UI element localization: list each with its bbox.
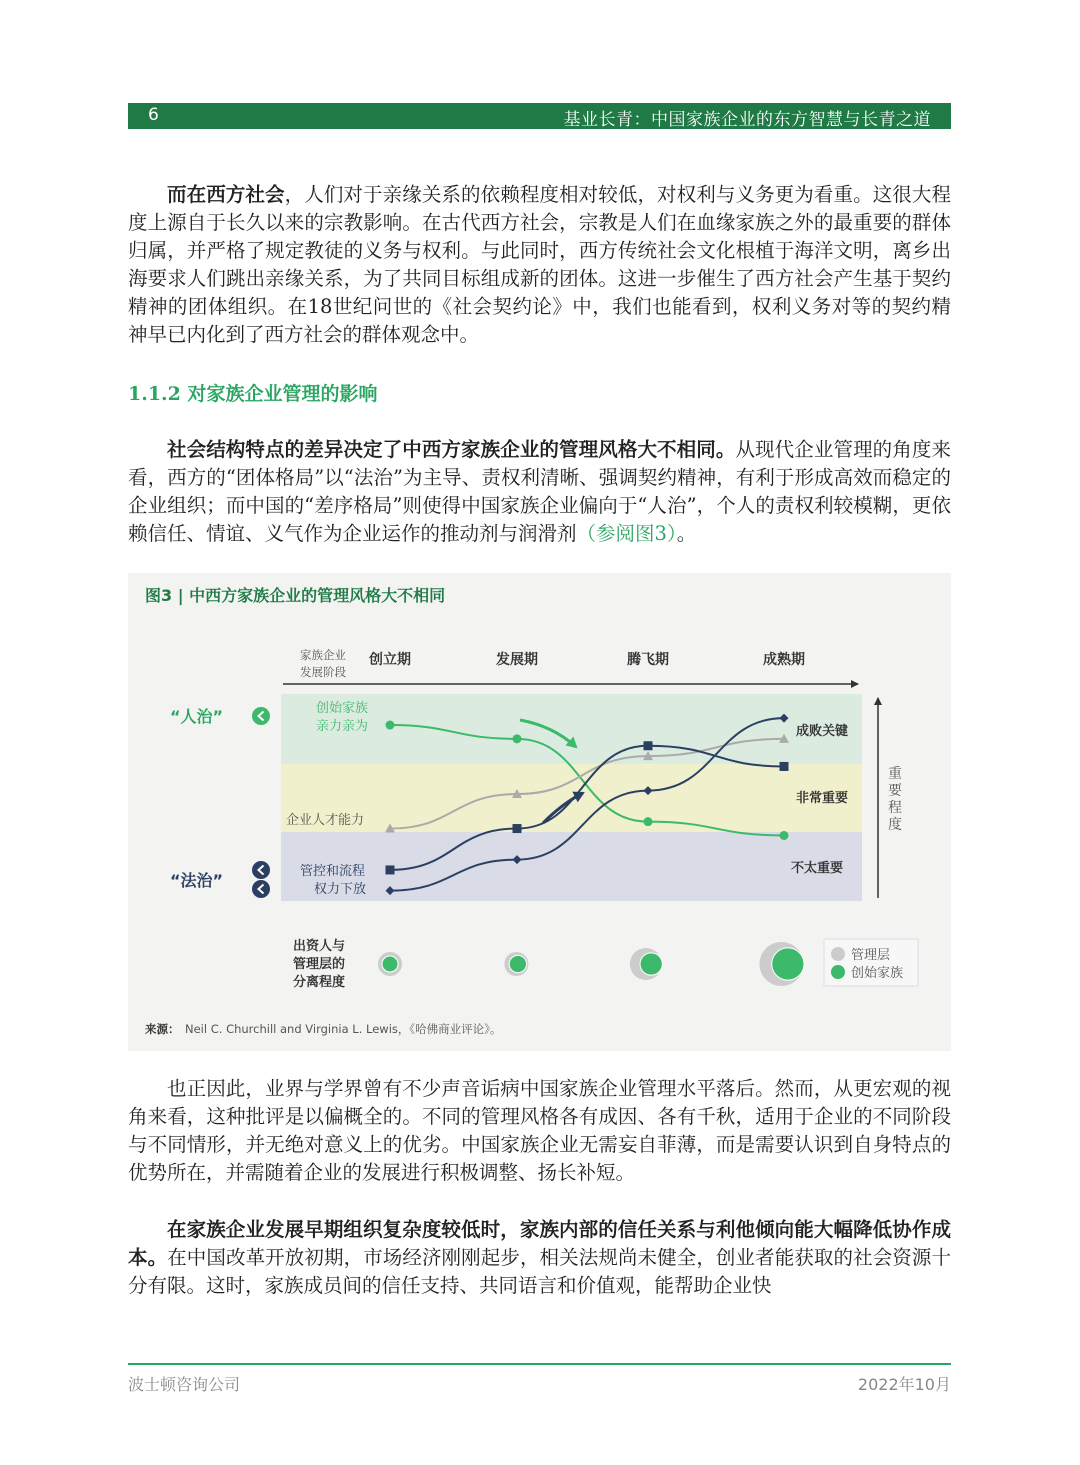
band-not-important: [281, 832, 862, 901]
chevron-left-icon: [252, 880, 270, 898]
paragraph-criticism: [128, 1075, 951, 1187]
series-control-point: [386, 865, 395, 874]
paragraph-western-society: [128, 181, 951, 349]
importance-axis-label-3: 程: [888, 800, 902, 816]
series-label-talent: 企业人才能力: [286, 813, 365, 828]
series-founder-point: [513, 734, 522, 743]
source-label: 来源：: [145, 1022, 180, 1036]
footer-divider: [128, 1363, 951, 1365]
legend-label-founder-family: 创始家族: [851, 966, 904, 981]
paragraph-body: 也正因此，业界与学界曾有不少声音诟病中国家族企业管理水平落后。然而，从更宏观的视角来看，这种批评是以偏概全的。不同的管理风格各有成因、各有千秋，适用于企业的不同阶段与不同情形，并无绝对意义上的优劣。中国家族企业无需妄自菲薄，而是需要认识到自身特点的优势所在，并需随着企业的发展进行积极调整、扬长补短。: [128, 1077, 951, 1184]
separation-label-2: 管理层的: [293, 957, 346, 972]
series-founder-point: [780, 831, 789, 840]
legend-swatch-management: [831, 947, 845, 961]
series-founder-point: [386, 721, 395, 730]
footer-date: 2022年10月: [857, 1375, 951, 1394]
series-founder-point: [644, 817, 653, 826]
importance-axis-label-2: 要: [888, 783, 902, 799]
stage-axis-label-2: 发展阶段: [300, 665, 346, 679]
legend-swatch-founder-family: [831, 965, 845, 979]
paragraph-lead: 而在西方社会: [167, 183, 285, 206]
series-control-point: [780, 762, 789, 771]
separation-label-3: 分离程度: [293, 975, 346, 990]
separation-label-1: 出资人与: [293, 939, 346, 954]
figure-title: 图3 | 中西方家族企业的管理风格大不相同: [145, 586, 446, 605]
separation-circle-founder-family: [640, 953, 662, 975]
separation-circle-founder-family: [772, 948, 804, 980]
paragraph-lead: 社会结构特点的差异决定了中西方家族企业的管理风格大不相同。: [167, 438, 736, 461]
importance-axis-label-4: 度: [888, 817, 902, 833]
stage-label: 创立期: [369, 652, 411, 668]
paragraph-body: 在中国改革开放初期，市场经济刚刚起步，相关法规尚未健全，创业者能获取的社会资源十分有限。这时，家族成员间的信任支持、共同语言和价值观，能帮助企业快: [128, 1246, 951, 1297]
page-header-bar: [128, 103, 951, 129]
series-label-founder-2: 亲力亲为: [316, 719, 369, 734]
label-rule-by-law: “法治”: [170, 871, 224, 890]
paragraph-body: ，人们对于亲缘关系的依赖程度相对较低，对权利与义务更为看重。这很大程度上源自于长久以来的宗教影响。在古代西方社会，宗教是人们在血缘家族之外的最重要的群体归属，并严格了规定教徒的义务与权利。与此同时，西方传统社会文化根植于海洋文明，离乡出海要求人们跳出亲缘关系，为了共同目标组成新的团体。这进一步催生了西方社会产生基于契约精神的团体组织。在18世纪问世的《社会契约论》中，我们也能看到，权利义务对等的契约精神早已内化到了西方社会的群体观念中。: [128, 183, 951, 346]
legend-label-management: 管理层: [851, 948, 891, 963]
figure-chart: [128, 573, 951, 1051]
stage-label: 成熟期: [763, 652, 805, 668]
series-label-delegation: 权力下放: [314, 882, 367, 897]
footer-publisher: 波士顿咨询公司: [128, 1375, 241, 1394]
paragraph-body: 从现代企业管理的角度来看，西方的“团体格局”以“法治”为主导、责权利清晰、强调契约精神，有利于形成高效而稳定的企业组织；而中国的“差序格局”则使得中国家族企业偏向于“人治”，个人的责权利较模糊，更依赖信任、情谊、义气作为企业运作的推动剂与润滑剂: [128, 438, 951, 545]
band-label-critical: 成败关键: [796, 724, 849, 739]
running-title: 基业长青：中国家族企业的东方智慧与长青之道: [563, 110, 931, 130]
separation-circle-founder-family: [509, 955, 526, 972]
stage-label: 发展期: [496, 652, 538, 668]
chevron-left-icon: [252, 861, 270, 879]
series-control-point: [644, 741, 653, 750]
paragraph-end: 。: [676, 522, 697, 545]
paragraph-early-stage: [128, 1216, 951, 1300]
stage-label: 腾飞期: [627, 652, 669, 668]
band-label-very-important: 非常重要: [796, 791, 849, 806]
series-control-point: [513, 824, 522, 833]
paragraph-lead: 在家族企业发展早期组织复杂度较低时，家族内部的信任关系与利他倾向能大幅降低协作成本。: [128, 1218, 951, 1269]
section-heading: 1.1.2 对家族企业管理的影响: [128, 383, 378, 405]
stage-axis-label-1: 家族企业: [300, 648, 346, 662]
figure-3: [128, 573, 951, 1051]
source-text: Neil C. Churchill and Virginia L. Lewis，《哈佛商业评论》。: [185, 1022, 502, 1036]
separation-circle-founder-family: [382, 956, 398, 972]
figure-reference-link[interactable]: （参阅图3）: [576, 522, 677, 545]
series-label-control: 管控和流程: [300, 864, 366, 879]
band-critical: [281, 694, 862, 764]
importance-axis-label-1: 重: [888, 766, 902, 782]
paragraph-management-style: [128, 436, 951, 548]
page-number: 6: [148, 105, 159, 125]
band-label-not-important: 不太重要: [791, 861, 844, 876]
series-label-founder-1: 创始家族: [316, 701, 369, 716]
label-rule-by-person: “人治”: [170, 707, 224, 726]
chevron-left-icon: [252, 707, 270, 725]
